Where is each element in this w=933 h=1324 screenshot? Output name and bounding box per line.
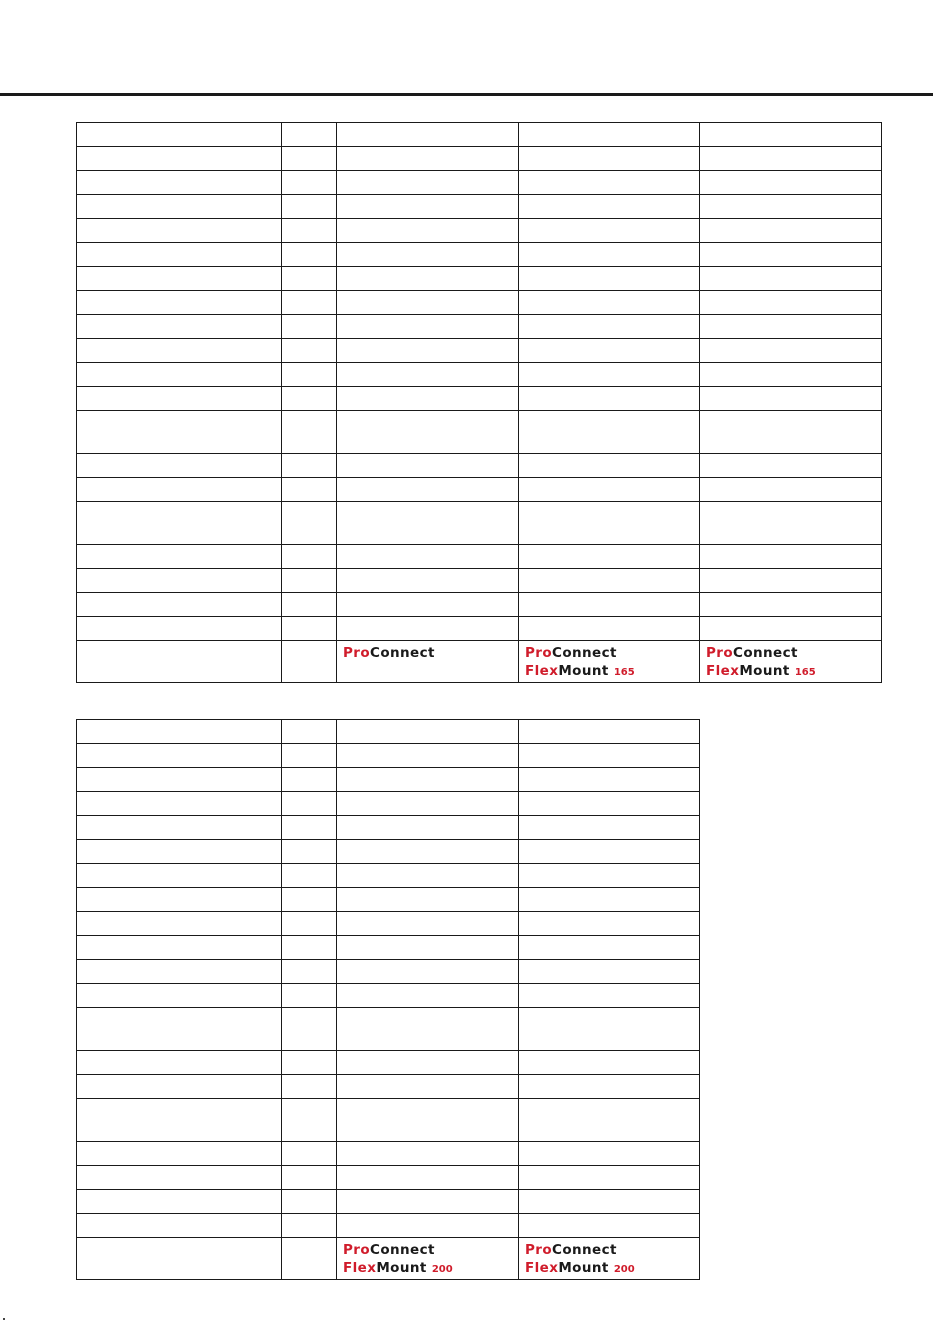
table-row	[77, 1099, 700, 1142]
table-row	[77, 291, 882, 315]
proconnect-flexmount-165-logo-b: ProConnect FlexMount 165	[706, 645, 816, 679]
table-row	[77, 363, 882, 387]
table-row	[77, 315, 882, 339]
table-row	[77, 1075, 700, 1099]
table-row	[77, 593, 882, 617]
spec-table-top	[76, 122, 882, 683]
table-row	[77, 936, 700, 960]
table-row	[77, 888, 700, 912]
table-row	[77, 219, 882, 243]
table-row	[77, 864, 700, 888]
table-row	[77, 123, 882, 147]
table-row	[77, 912, 700, 936]
table-row	[77, 478, 882, 502]
proconnect-flexmount-200-logo: ProConnect FlexMount 200	[343, 1242, 453, 1276]
header-rule	[0, 93, 933, 96]
table-row	[77, 744, 700, 768]
spec-table-bottom	[76, 719, 700, 1280]
table-row	[77, 816, 700, 840]
table-row	[77, 960, 700, 984]
table-row	[77, 502, 882, 545]
table-row	[77, 1008, 700, 1051]
table-row	[77, 840, 700, 864]
table-row	[77, 1214, 700, 1238]
proconnect-logo: ProConnect	[343, 645, 435, 661]
table-row-logos	[77, 1238, 700, 1280]
table-row	[77, 617, 882, 641]
table-row	[77, 1166, 700, 1190]
table-row	[77, 454, 882, 478]
table-row	[77, 243, 882, 267]
table-row	[77, 267, 882, 291]
table-row	[77, 171, 882, 195]
table-row	[77, 984, 700, 1008]
proconnect-flexmount-165-logo: ProConnect FlexMount 165	[525, 645, 635, 679]
table-row	[77, 768, 700, 792]
table-row	[77, 545, 882, 569]
table-row	[77, 195, 882, 219]
table-row	[77, 339, 882, 363]
table-row	[77, 387, 882, 411]
table-row	[77, 1190, 700, 1214]
table-row	[77, 569, 882, 593]
table-row-logos	[77, 641, 882, 683]
table-row	[77, 1051, 700, 1075]
table-row	[77, 720, 700, 744]
table-row	[77, 147, 882, 171]
table-row	[77, 1142, 700, 1166]
table-row	[77, 792, 700, 816]
table-row	[77, 411, 882, 454]
proconnect-flexmount-200-logo-b: ProConnect FlexMount 200	[525, 1242, 635, 1276]
page-mark	[3, 1318, 5, 1320]
